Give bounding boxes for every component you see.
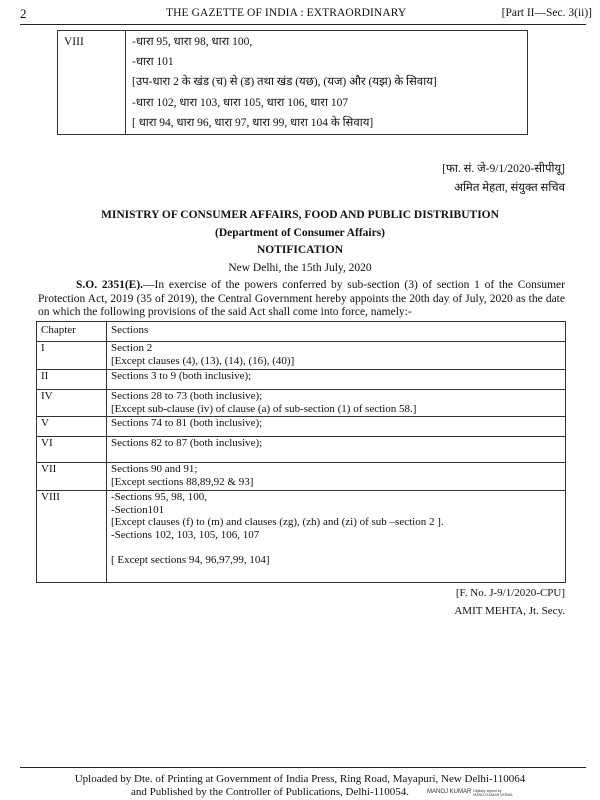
chapter-cell: II <box>37 370 107 390</box>
section-line: Section 2 <box>111 342 153 354</box>
section-line: Sections 90 and 91; <box>111 463 198 475</box>
chapter-cell: VII <box>37 463 107 491</box>
header-sections: Sections <box>107 322 566 342</box>
table-row <box>37 417 566 437</box>
hindi-sections-cell <box>126 31 528 135</box>
notification-body <box>38 279 565 320</box>
hindi-line: -धारा 101 <box>132 56 174 69</box>
table-row <box>37 370 566 390</box>
table-header-row <box>37 322 566 342</box>
signature-note <box>473 789 512 797</box>
section-line: Sections 82 to 87 (both inclusive); <box>111 437 263 449</box>
table-row <box>37 342 566 370</box>
section-line: -Sections 95, 98, 100, <box>111 491 207 503</box>
chapter-cell: IV <box>37 390 107 417</box>
signature-note-line-1: Digitally signed by <box>473 789 502 793</box>
sections-cell <box>107 491 566 583</box>
signer-name: MANOJ KUMAR <box>427 789 472 795</box>
english-file-number: [F. No. J-9/1/2020-CPU] <box>455 587 565 599</box>
sections-cell <box>107 417 566 437</box>
table-row <box>58 31 528 135</box>
section-line: [ Except sections 94, 96,97,99, 104] <box>111 553 270 566</box>
section-line: [Except clauses (f) to (m) and clauses (zg), (zh) and (zi) of sub –section 2 ]. <box>111 516 444 529</box>
sections-cell <box>107 370 566 390</box>
notification-title: NOTIFICATION <box>256 244 344 256</box>
section-line: [Except clauses (4), (13), (14), (16), (40)] <box>111 354 295 367</box>
chapter-cell: I <box>37 342 107 370</box>
section-line: -Sections 102, 103, 105, 106, 107 <box>111 528 260 541</box>
hindi-provisions-table <box>57 30 528 135</box>
section-line: [Except sub-clause (iv) of clause (a) of sub-section (1) of section 58.] <box>111 402 417 415</box>
table-row <box>37 491 566 583</box>
table-row <box>37 390 566 417</box>
hindi-line: [उप-धारा 2 के खंड (च) से (ड) तथा खंड (यछ), (यज) और (यझ) के सिवाय] <box>132 76 437 89</box>
english-signatory: AMIT MEHTA, Jt. Secy. <box>454 605 565 617</box>
gazette-title: THE GAZETTE OF INDIA : EXTRAORDINARY <box>166 7 407 19</box>
footer-line-1: Uploaded by Dte. of Printing at Government of India Press, Ring Road, Mayapuri, New Delhi-110064 <box>74 773 526 785</box>
ministry-heading: MINISTRY OF CONSUMER AFFAIRS, FOOD AND PUBLIC DISTRIBUTION <box>101 209 499 221</box>
hindi-line: -धारा 95, धारा 98, धारा 100, <box>132 36 253 48</box>
part-section: [Part II—Sec. 3(ii)] <box>501 7 592 19</box>
place-date: New Delhi, the 15th July, 2020 <box>228 262 372 274</box>
hindi-signatory: अमित मेहता, संयुक्त सचिव <box>454 182 565 194</box>
signature-note-line-2: MANOJ KUMAR VERMA <box>473 793 513 797</box>
english-provisions-table <box>36 321 566 583</box>
hindi-line: -धारा 102, धारा 103, धारा 105, धारा 106, धारा 107 <box>132 96 349 109</box>
hindi-line: [ धारा 94, धारा 96, धारा 97, धारा 99, धारा 104 के सिवाय] <box>132 116 374 129</box>
footer-line-2: and Published by the Controller of Publications, Delhi-110054. <box>131 786 409 798</box>
table-row <box>37 437 566 463</box>
section-line: Sections 74 to 81 (both inclusive); <box>111 417 263 429</box>
section-line: Sections 28 to 73 (both inclusive); <box>111 390 263 402</box>
table-row <box>37 463 566 491</box>
chapter-cell: VI <box>37 437 107 463</box>
chapter-cell: V <box>37 417 107 437</box>
sections-cell <box>107 390 566 417</box>
body-text: —In exercise of the powers conferred by sub-section (3) of section 1 of the Consumer Protection Act, 2019 (35 of 2019), the Central Government hereby appoints the 20th day of July, 2020 as the date on which the following provisions of the said Act shall come into force, namely:- <box>38 279 565 319</box>
footer-rule <box>20 767 586 768</box>
digital-signature <box>427 789 513 797</box>
so-number: S.O. 2351(E). <box>76 279 144 291</box>
sections-cell <box>107 342 566 370</box>
section-line: Sections 3 to 9 (both inclusive); <box>111 370 252 382</box>
department-heading: (Department of Consumer Affairs) <box>214 227 386 239</box>
page-header <box>20 6 592 22</box>
hindi-chapter-cell: VIII <box>58 31 126 135</box>
header-rule <box>20 24 586 25</box>
header-chapter: Chapter <box>37 322 107 342</box>
sections-cell <box>107 463 566 491</box>
section-line <box>111 541 561 554</box>
chapter-cell: VIII <box>37 491 107 583</box>
section-line: -Section101 <box>111 503 165 516</box>
page-number: 2 <box>20 6 27 21</box>
sections-cell <box>107 437 566 463</box>
hindi-file-number: [फा. सं. जे-9/1/2020-सीपीयू] <box>442 163 565 175</box>
section-line: [Except sections 88,89,92 & 93] <box>111 475 254 488</box>
